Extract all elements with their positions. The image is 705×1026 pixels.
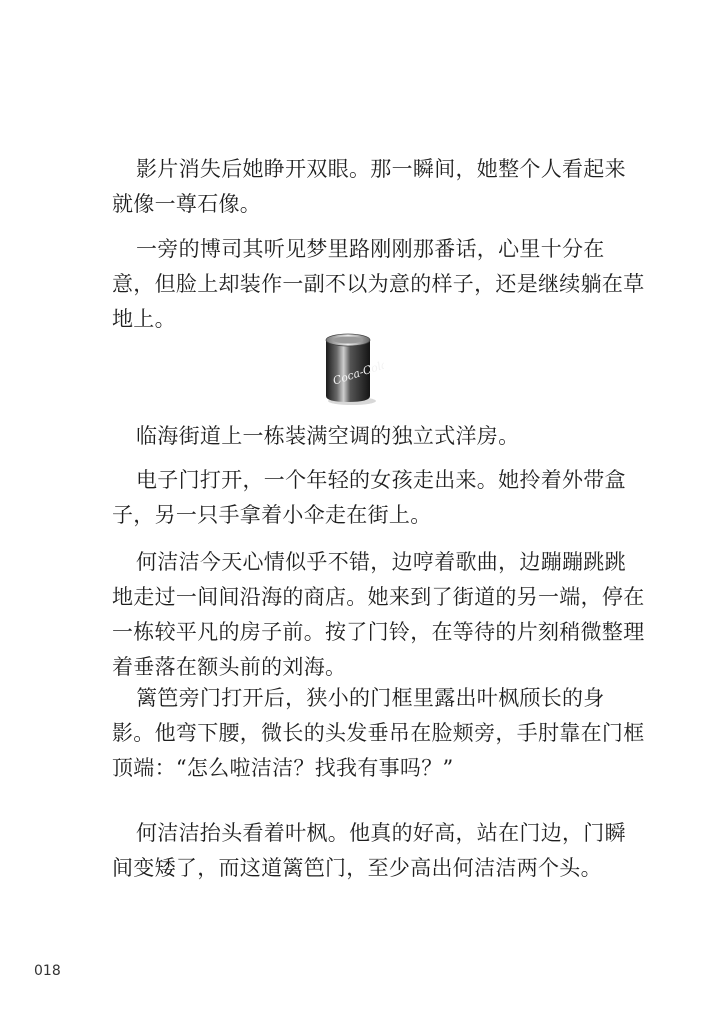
paragraph-1 xyxy=(112,152,626,222)
text-line: 意，但脸上却装作一副不以为意的样子，还是继续躺在草 xyxy=(112,272,645,296)
paragraph-3 xyxy=(136,419,606,454)
text-line: 影片消失后她睁开双眼。那一瞬间，她整个人看起来 xyxy=(136,157,626,181)
paragraph-4 xyxy=(112,463,626,533)
paragraph-5 xyxy=(112,545,645,685)
text-line: 影。他弯下腰，微长的头发垂吊在脸颊旁，手肘靠在门框 xyxy=(112,721,645,745)
can-logo-text: Coca-Cola xyxy=(331,357,384,388)
text-line: 就像一尊石像。 xyxy=(112,192,262,216)
text-line: 一旁的博司其听见梦里路刚刚那番话，心里十分在 xyxy=(136,237,605,261)
text-line: 何洁洁今天心情似乎不错，边哼着歌曲，边蹦蹦跳跳 xyxy=(136,550,626,574)
text-line: 临海街道上一栋装满空调的独立式洋房。 xyxy=(136,424,520,448)
cola-can-illustration xyxy=(318,330,384,406)
text-line: 地上。 xyxy=(112,307,176,331)
text-line: 地走过一间间沿海的商店。她来到了街道的另一端，停在 xyxy=(112,585,645,609)
text-line: 顶端：“怎么啦洁洁？找我有事吗？” xyxy=(112,756,454,780)
text-line: 电子门打开，一个年轻的女孩走出来。她拎着外带盒 xyxy=(136,468,626,492)
text-line: 着垂落在额头前的刘海。 xyxy=(112,655,347,679)
paragraph-7 xyxy=(112,816,626,886)
text-line: 篱笆旁门打开后，狭小的门框里露出叶枫颀长的身 xyxy=(136,686,605,710)
text-line: 何洁洁抬头看着叶枫。他真的好高，站在门边，门瞬 xyxy=(136,821,626,845)
paragraph-6 xyxy=(112,681,645,786)
text-line: 间变矮了，而这道篱笆门，至少高出何洁洁两个头。 xyxy=(112,856,602,880)
paragraph-2 xyxy=(112,232,645,337)
page-number: 018 xyxy=(34,963,61,979)
cola-can-icon xyxy=(318,330,384,406)
text-line: 子，另一只手拿着小伞走在街上。 xyxy=(112,503,432,527)
text-line: 一栋较平凡的房子前。按了门铃，在等待的片刻稍微整理 xyxy=(112,620,645,644)
